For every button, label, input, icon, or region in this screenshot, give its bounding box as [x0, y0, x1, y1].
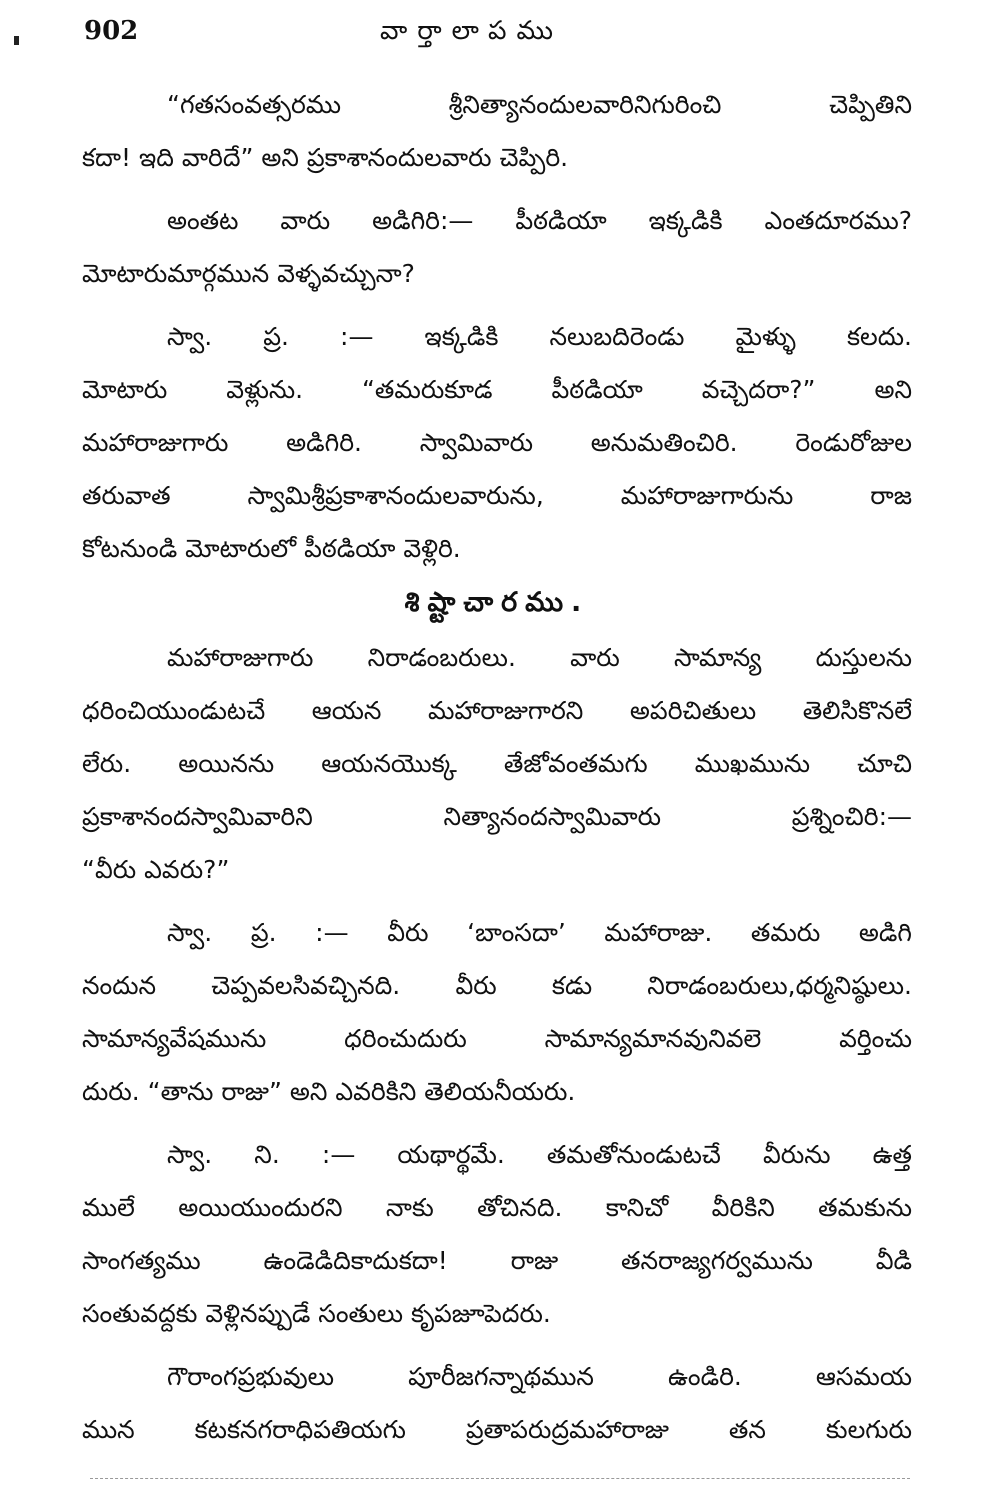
text-line: మోటారుమార్గమున వెళ్ళవచ్చునా? [82, 259, 415, 288]
text-line: సంతువద్దకు వెళ్లినప్పుడే సంతులు కృపజూపెదరు. [82, 1299, 551, 1328]
text-line: “వీరు ఎవరు?” [82, 855, 230, 884]
text-line: దురు. “తాను రాజు” అని ఎవరికిని తెలియనీయరు. [82, 1077, 576, 1106]
text-line: కోటనుండి మోటారులో పీఠడియా వెళ్లిరి. [82, 534, 461, 563]
paragraph [82, 631, 912, 896]
paragraph [82, 78, 912, 184]
paragraph [82, 1350, 912, 1456]
page-number: 902 [84, 16, 139, 46]
paragraph [82, 194, 912, 300]
text-line: స్వా. ప్ర. :— ఇక్కడికి నలుబదిరెండు మైళ్ళు కలదు. [167, 322, 912, 351]
running-title: వార్తాలాపము [380, 16, 564, 46]
text-line: కదా! ఇది వారిదే” అని ప్రకాశానందులవారు చెప్పిరి. [82, 143, 569, 172]
text-line: సామాన్యవేషమును ధరించుదురు సామాన్యమానవునివలె వర్తించు [82, 1024, 912, 1053]
text-line: స్వా. ప్ర. :— వీరు ‘బాంసదా’ మహారాజు. తమరు అడిగి [167, 918, 912, 947]
text-line: అంతట వారు అడిగిరి:— పీఠడియా ఇక్కడికి ఎంతదూరము? [167, 206, 912, 235]
paragraph [82, 906, 912, 1118]
paragraph [82, 1128, 912, 1340]
text-line: మహారాజుగారు అడిగిరి. స్వామివారు అనుమతించిరి. రెండురోజుల [82, 428, 912, 457]
bottom-rule [90, 1478, 910, 1480]
text-line: “గతసంవత్సరము శ్రీనిత్యానందులవారినిగురించి చెప్పితిని [167, 90, 912, 119]
page-body [82, 78, 912, 1456]
text-line: లేరు. అయినను ఆయనయొక్క తేజోవంతమగు ముఖమును చూచి [82, 749, 912, 778]
text-line: ములే అయియుందురని నాకు తోచినది. కానిచో వీరికిని తమకును [82, 1193, 912, 1222]
section-heading: శిష్టాచారము. [404, 587, 590, 618]
page-header [0, 10, 999, 60]
text-line: మోటారు వెళ్లును. “తమరుకూడ పీఠడియా వచ్చెదరా?” అని [82, 375, 912, 404]
paragraph [82, 310, 912, 575]
text-line: సాంగత్యము ఉండెడిదికాదుకదా! రాజు తనరాజ్యగర్వమును వీడి [82, 1246, 912, 1275]
text-line: మహారాజుగారు నిరాడంబరులు. వారు సామాన్య దుస్తులను [167, 643, 912, 672]
text-line: స్వా. ని. :— యథార్థమే. తమతోనుండుటచే వీరును ఉత్త [167, 1140, 912, 1169]
text-line: తరువాత స్వామిశ్రీప్రకాశానందులవారును, మహారాజుగారును రాజ [82, 481, 912, 510]
text-line: గౌరాంగప్రభువులు పూరీజగన్నాథమున ఉండిరి. ఆసమయ [167, 1362, 912, 1391]
text-line: మున కటకనగరాధిపతియగు ప్రతాపరుద్రమహారాజు తన కులగురు [82, 1415, 912, 1444]
text-line: ప్రకాశానందస్వామివారిని నిత్యానందస్వామివారు ప్రశ్నించిరి:— [82, 802, 912, 831]
text-line: నందున చెప్పవలసివచ్చినది. వీరు కడు నిరాడంబరులు,ధర్మనిష్ఠులు. [82, 971, 912, 1000]
text-line: ధరించియుండుటచే ఆయన మహారాజుగారని అపరిచితులు తెలిసికొనలే [82, 696, 912, 725]
